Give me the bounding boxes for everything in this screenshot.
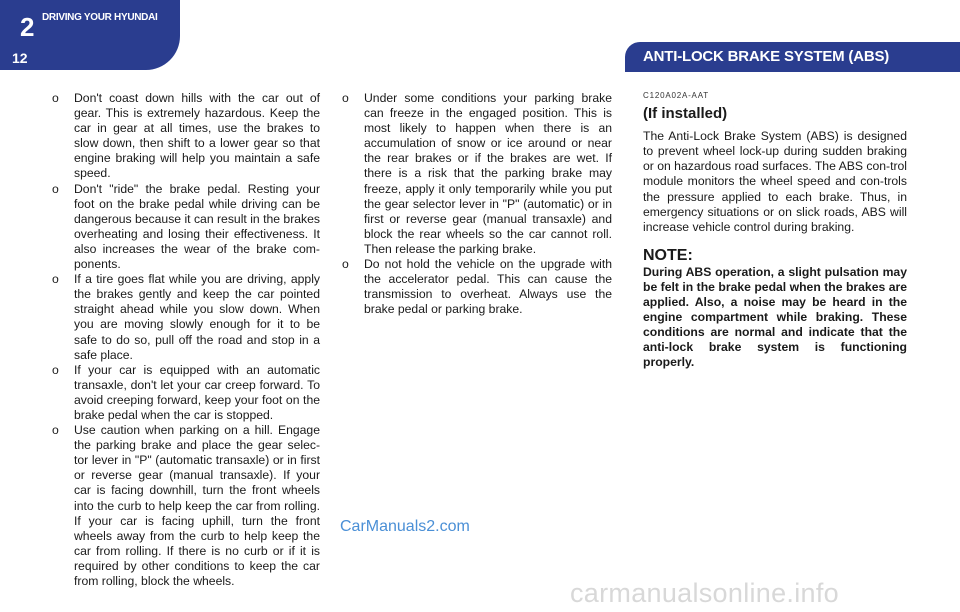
abs-description: The Anti-Lock Brake System (ABS) is designed to prevent wheel lock-up during sudden braking or on hazardous road surfaces. The ABS con-trol module monitors the wheel speed and con-trols the pressure applied to each brake. Thus, in emergency situations or on slick roads, ABS will increase vehicle control during braking. [643,129,907,234]
bullet-mark: o [52,181,59,196]
list-item-text: Under some conditions your parking brake can freeze in the engaged position. This is most likely to happen when there is an accumulation of snow or ice around or near the rear brakes or if the brakes are wet. If there is a risk that the parking brake may freeze, apply it only temporarily while you put the gear selector lever in "P" (automatic) or in first or reverse gear (manual transaxle) and block the rear wheels so the car cannot roll. Then release the parking brake. [364,91,612,256]
chapter-tab [0,0,180,70]
list-item-text: Don't "ride" the brake pedal. Resting your foot on the brake pedal while driving can be dangerous because it can result in the brakes overheating and losing their effectiveness. It also increases the wear of the brake com-ponents. [74,181,320,272]
section-title: ANTI-LOCK BRAKE SYSTEM (ABS) [643,48,890,65]
list-item-text: If your car is equipped with an automatic transaxle, don't let your car creep forward. To avoid creeping forward, keep your foot on the brake pedal when the car is stopped. [74,362,320,422]
watermark-text: carmanualsonline.info [570,578,839,608]
list-item [342,257,612,317]
note-body: During ABS operation, a slight pulsation may be felt in the brake pedal when the brakes are applied. Also, a noise may be heard in the engine compartment while braking. These conditions are normal and indicate that the anti-lock brake system is functioning properly. [643,264,907,370]
list-item-text: Don't coast down hills with the car out of gear. This is extremely hazardous. Keep the car in gear at all times, use the brakes to slow down, then shift to a lower gear so that engine braking will help you maintain a safe speed. [74,91,320,181]
bullet-mark: o [342,91,349,105]
note-heading: NOTE: [643,246,693,264]
list-item-text: Do not hold the vehicle on the upgrade with the accelerator pedal. This can cause the transmission to overheat. Always use the brake pedal or parking brake. [364,257,612,317]
bullet-mark: o [342,257,349,272]
column-right [643,88,907,371]
column-left [52,91,320,589]
bullet-mark: o [52,362,59,377]
list-item [52,363,320,423]
bullet-mark: o [52,423,59,438]
section-code: C120A02A-AAT [643,91,709,100]
subheading: (If installed) [643,105,728,123]
column-middle [342,91,612,317]
list-item [52,91,320,182]
chapter-number: 2 [20,12,35,42]
list-item [342,91,612,257]
chapter-title: DRIVING YOUR HYUNDAI [42,12,158,23]
section-tab [625,42,960,72]
page-number: 12 [12,50,28,66]
list-item-text: Use caution when parking on a hill. Engage the parking brake and place the gear selec-tor lever in "P" (automatic transaxle) or in first or reverse gear (manual transaxle). If your car is facing downhill, turn the front wheels into the curb to help keep the car from rolling. If your car is facing uphill, turn the front wheels away from the curb to help keep the car from rolling. If there is no curb or if it is required by other conditions to keep the car from rolling, block the wheels. [74,423,320,588]
list-item [52,423,320,589]
bullet-mark: o [52,272,59,287]
list-item [52,272,320,363]
list-item-text: If a tire goes flat while you are driving, apply the brakes gently and keep the car pointed straight ahead while you slow down. When you are moving slowly enough for it to be safe to do so, pull off the road and stop in a safe place. [74,272,320,362]
list-item [52,182,320,273]
watermark-link[interactable]: CarManuals2.com [340,518,470,535]
bullet-mark: o [52,91,59,105]
